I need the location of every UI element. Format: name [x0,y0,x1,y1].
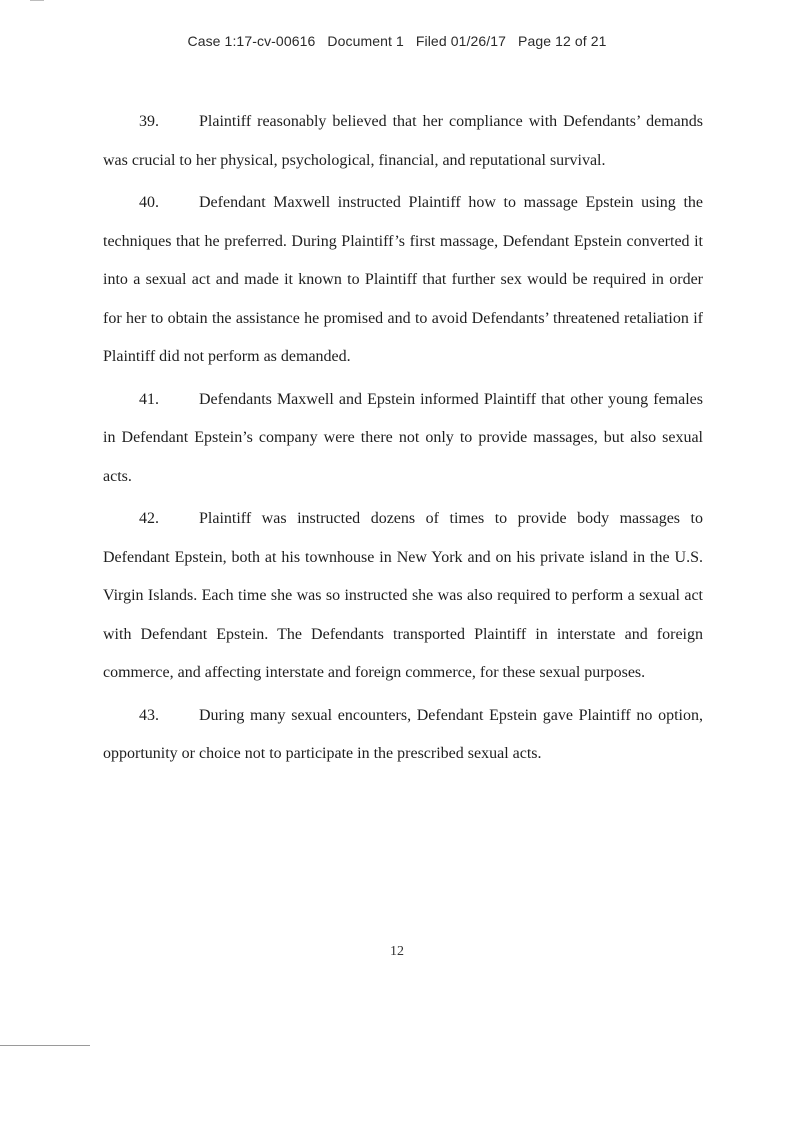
scan-mark-left [0,1045,90,1046]
paragraph-text: Defendant Maxwell instructed Plaintiff how to massage Epstein using the techniques that he preferred. During Plaintiff’s first massage, Defendant Epstein converted it into a sexual act and made it known to Plaintiff that further sex would be required in order for her to obtain the assistance he promised and to avoid Defendants’ threatened retaliation if Plaintiff did not perform as demanded. [103,194,703,365]
page-indicator: Page 12 of 21 [518,33,607,49]
paragraph-41 [103,381,703,497]
case-number: Case 1:17-cv-00616 [187,33,316,49]
paragraph-text: During many sexual encounters, Defendant Epstein gave Plaintiff no option, opportunity or choice not to participate in the prescribed sexual acts. [103,706,703,762]
document-body [103,103,703,778]
paragraph-39 [103,103,703,180]
paragraph-text: Plaintiff reasonably believed that her compliance with Defendants’ demands was crucial to her physical, psychological, financial, and reputational survival. [103,113,703,169]
scan-mark-top [30,0,44,1]
paragraph-number: 41. [139,390,159,408]
paragraph-40 [103,184,703,377]
paragraph-number: 40. [139,194,159,211]
paragraph-number: 39. [139,113,159,130]
paragraph-number: 42. [139,510,159,527]
paragraph-42 [103,500,703,693]
document-number: Document 1 [327,33,404,49]
paragraph-number: 43. [139,706,159,724]
filed-date: Filed 01/26/17 [415,33,506,49]
page-number: 12 [390,944,404,959]
paragraph-text: Defendants Maxwell and Epstein informed Plaintiff that other young females in Defendant Epstein’s company were there not only to provide massages, but also sexual acts. [103,390,703,485]
case-header [0,33,794,49]
paragraph-43 [103,697,703,774]
paragraph-text: Plaintiff was instructed dozens of times to provide body massages to Defendant Epstein, both at his townhouse in New York and on his private island in the U.S. Virgin Islands. Each time she was so instructed she was also required to perform a sexual act with Defendant Epstein. The Defendants transported Plaintiff in interstate and foreign commerce, and affecting interstate and foreign commerce, for these sexual purposes. [103,510,703,681]
